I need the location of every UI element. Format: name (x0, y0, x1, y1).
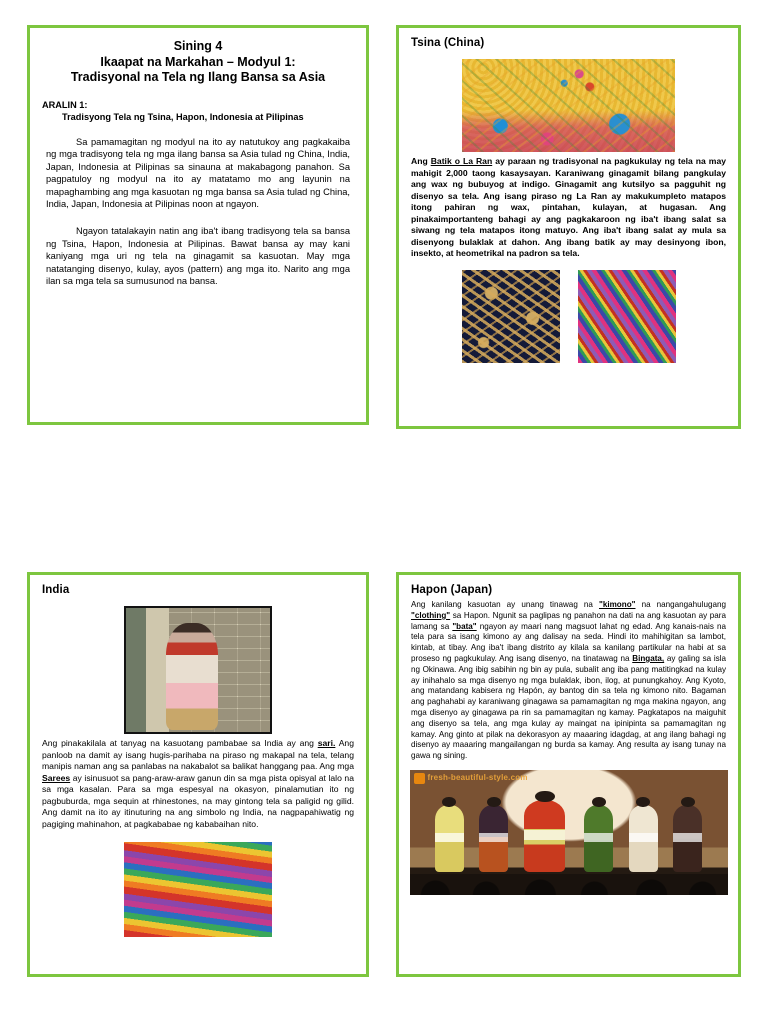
india-panel (27, 572, 369, 977)
japan-text-tail: ay galing sa isla ng Okinawa. Ang ibig sabihin ng bin ay pula, subalit ang iba pang matitingkad na kulay ay inihahalo sa mga disenyo ng mga bulaklak, ibon, ilog, at punungkahoy. Ang Kyoto, ang matandang kabisera ng Hapón, ay bantog din sa tela ng kimono nito. Bagaman ang paghahabi ay karaniwang ginagawa sa pamamagitan ng mga makina ngayon, ang mga disenyo ay ginagawa pa rin sa pamamagitan ng kamay. Pagkatapos na maiguhit ang disenyo sa tela, ang mga kulay ay maingat na ipinipinta sa pamamagitan ng kamay. Ang ginto at pilak na dekorasyon ay maaaring idagdag, at ang ilang bahagi ng disenyo ay maaaring mangailangan ng burda sa kamay. Ang resulta ay isang tunay na gawa ng sining. (411, 653, 727, 761)
audience-silhouettes (410, 874, 728, 895)
india-top-image-wrap (40, 600, 356, 734)
japan-text-seg4: ngayon ay maari nang magsuot lahat ng edad. Ang kanais-nais na tela para sa isang kimono ay ang dalisay na seda. Hindi ito mahihigitan sa lambot, kintab, at tibay. Ang iba't ibang distrito ay kilala sa kanilang partikular na habi at sa proseso ng pagkukulay. Ang isang disenyo, na tinatawag na (411, 621, 726, 663)
japan-panel (396, 572, 741, 977)
india-term-sarees: Sarees (42, 772, 71, 783)
japan-heading: Hapon (Japan) (411, 584, 493, 596)
kimono-models-group (410, 787, 728, 877)
japan-text-seg2: na nangangahulugang (635, 600, 726, 609)
china-top-image-wrap (409, 53, 728, 152)
kimono-fashion-show-image (410, 770, 728, 895)
kimono-model (435, 805, 464, 872)
title-line-3: Tradisyonal na Tela ng Ilang Bansa sa Asia (70, 70, 326, 84)
india-bottom-image-wrap (40, 830, 356, 937)
kimono-model (673, 805, 702, 872)
kimono-model (629, 805, 658, 872)
japan-term-kimono: "kimono" (599, 600, 636, 609)
kimono-model (524, 800, 565, 872)
china-bottom-images-wrap (409, 260, 728, 363)
title-line-1: Sining 4 (173, 39, 223, 53)
watermark-logo-icon (414, 773, 425, 784)
stacked-colorful-sarees-image (124, 842, 272, 937)
india-description (42, 738, 354, 830)
kimono-model (479, 805, 508, 872)
intro-paragraph-1: Sa pamamagitan ng modyul na ito ay natutukoy ang pagkakaiba ng mga tradisyong tela ng mga ilang bansa sa Asia tulad ng China, India, Japan, Indonesia at Pilipinas sa sinauna at makabagong panahon. Sa pagpatuloy ng modyul na ito ay matatamo mo ang layunin na mapaghambing ang mga kasuotan ng mga bansa sa Asia tulad ng China, India, Japan, Indonesia at Pilipinas noon at ngayon. (46, 136, 350, 210)
india-term-sari: sari. (317, 738, 336, 748)
japan-term-bingata: Bingata, (632, 653, 665, 663)
colorful-ikat-fabric-image (578, 270, 676, 363)
kimono-model (584, 805, 613, 872)
japan-text-seg3: sa Hapon. Ngunit sa paglipas ng panahon na dati na ang kasuotan ay para lamang sa (411, 610, 726, 631)
gold-dragon-fabric-image (462, 270, 560, 363)
japan-term-clothing: "clothing" (411, 610, 451, 620)
batik-floral-fabric-image (462, 59, 675, 152)
image-watermark-text: fresh-beautiful-style.com (427, 772, 528, 782)
lesson-subtitle: Tradisyong Tela ng Tsina, Hapon, Indonesia at Pilipinas (62, 111, 304, 122)
india-heading: India (42, 584, 70, 596)
china-panel (396, 25, 741, 429)
china-term-batik: Batik o La Ran (430, 156, 493, 166)
india-text-lead: Ang pinakakilala at tanyag na kasuotang pambabae sa India ay ang (42, 738, 318, 748)
intro-panel (27, 25, 369, 425)
japan-image-wrap (409, 762, 728, 895)
lesson-label: ARALIN 1: (42, 99, 88, 110)
japan-description (411, 600, 726, 762)
page-title (46, 39, 350, 86)
japan-text-lead: Ang kanilang kasuotan ay unang tinawag na (411, 600, 600, 609)
china-description (411, 156, 726, 260)
china-heading: Tsina (China) (411, 37, 485, 49)
title-line-2: Ikaapat na Markahan – Modyul 1: (100, 54, 296, 69)
china-text-body: ay paraan ng tradisyonal na pagkukulay ng tela na may mahigit 2,000 taong kasaysayan. Karaniwang ginagamit bilang pangkulay ang wax ng bubuyog at indigo. Ginagamit ang kutsilyo sa pagguhit ng disenyo sa tela. Ang isang piraso ng La Ran ay makukumpleto matapos itong pahiran ng wax, pintahan, kulayan, at hugasan. Ang pinakaimportanteng bahagi ay ang pagkakaroon ng iba't ibang salat sa siwang ng tela matapos itong matuyo. Ang iba't ibang salat ay mula sa disenyong bulaklak at dahon. Ang ibang batik ay may desinyong ibon, insekto, at heometrikal na padron sa tela. (411, 156, 727, 258)
china-text-lead: Ang (411, 156, 431, 166)
intro-paragraph-2: Ngayon tatalakayin natin ang iba't ibang tradisyong tela sa bansa ng Tsina, Hapon, Indonesia at Pilipinas. Bawat bansa ay may kani kaniyang mga uri ng tela na ginagamit sa kasuotan. May mga natatanging disenyo, kulay, ayos (pattern) ang mga ito. Narito ang mga ilan sa mga tela sa sumusunod na bansa. (46, 226, 350, 287)
japan-term-bata: "bata" (452, 621, 477, 631)
india-text-tail: ay isinusuot sa pang-araw-araw ganun din sa mga pista opisyal at lalo na sa mga kasalan. Para sa mga espesyal na okasyon, pinalamutian ito ng pagbuburda, mga sequin at rhinestones, na may gintong tela sa paligid ng gilid. Ang damit na ito ay itinuturing na ang simbolo ng India, na nagpapahiwatig ng pagiging mahinahon, at pagkababae ng kababaihan nito. (42, 772, 354, 829)
woman-in-sari-image (124, 606, 272, 734)
india-text-mid: Ang panloob na damit ay isang hugis-parihaba na piraso ng makapal na tela, telang manipis naman ang sa panlabas na nakabalot sa balikat hanggang paa. Ang mga (42, 738, 354, 771)
